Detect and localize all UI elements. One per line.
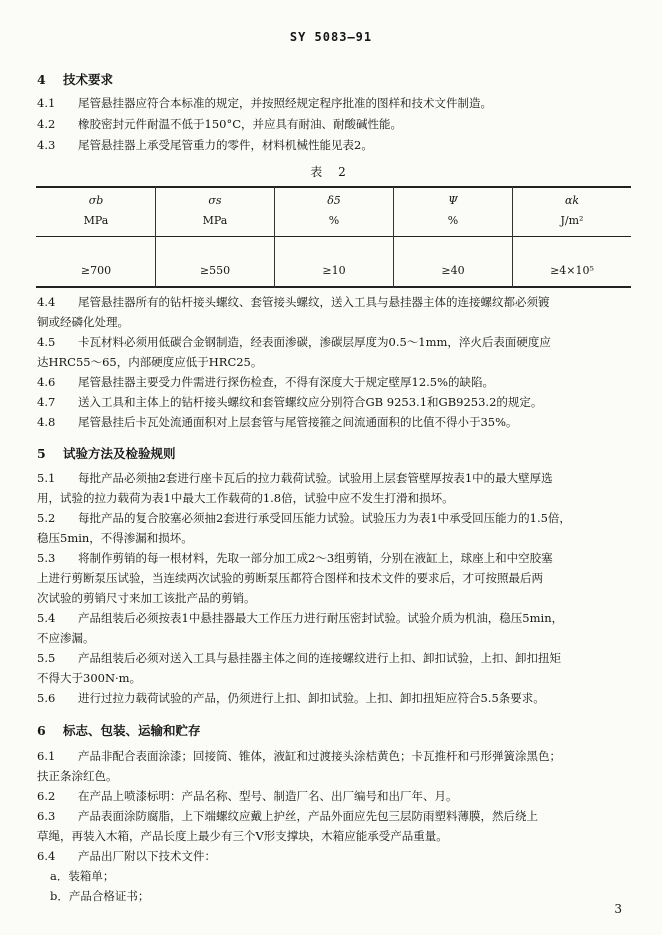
clause-5-5: 5.5 产品组装后必须对送入工具与悬挂器主体之间的连接螺纹进行上扣、卸扣试验，上扣、卸扣扭矩 不得大于300N·m。 [37, 651, 561, 685]
symbol-psi: Ψ [448, 194, 458, 207]
page-number: 3 [614, 902, 622, 916]
value-cell: ≥40 [441, 264, 465, 277]
clause-6-3: 6.3 产品表面涂防腐脂，上下端螺纹应戴上护丝，产品外面应先包三层防雨塑料薄膜，然后绕上 草绳，再装入木箱，产品长度上最少有三个V形支撑块，木箱应能承受产品重量。 [37, 809, 538, 843]
clause-6-4: 6.4 产品出厂附以下技术文件： [37, 849, 216, 863]
list-item-a: a．装箱单； [50, 869, 115, 883]
value-cell: ≥700 [80, 264, 112, 277]
section-5-heading: 5 试验方法及检验规则 [37, 446, 176, 461]
clause-5-6: 5.6 进行过拉力载荷试验的产品，仍须进行上扣、卸扣试验。上扣、卸扣扭矩应符合5.5条要求。 [37, 691, 545, 705]
unit-cell: MPa [83, 214, 109, 227]
value-cell: ≥10 [322, 264, 346, 277]
clause-5-3: 5.3 将制作剪销的每一根材料，先取一部分加工成2～3组剪销，分别在液缸上，球座上和中空胶塞 上进行剪断泵压试验，当连续两次试验的剪断泵压都符合图样和技术文件的要求后，才可按照最后两 次试验的剪销尺寸来加工该批产品的剪销。 [37, 551, 553, 605]
clause-4-5: 4.5 卡瓦材料必须用低碳合金钢制造，经表面渗碳，渗碳层厚度为0.5～1mm，淬火后表面硬度应 达HRC55～65，内部硬度应低于HRC25。 [37, 335, 551, 369]
table-bottom-rule [36, 286, 631, 288]
unit-cell: % [447, 214, 459, 227]
standard-number-header: SY 5083—91 [289, 30, 373, 44]
clause-4-6: 4.6 尾管悬挂器主要受力件需进行探伤检查，不得有深度大于规定壁厚12.5%的缺陷。 [37, 375, 495, 389]
clause-5-2: 5.2 每批产品的复合胶塞必须抽2套进行承受回压能力试验。试验压力为表1中承受回压能力的1.5倍， 稳压5min，不得渗漏和损坏。 [37, 511, 571, 545]
table-top-rule [36, 186, 631, 188]
clause-4-7: 4.7 送入工具和主体上的钻杆接头螺纹和套管螺纹应分别符合GB 9253.1和GB9253.2的规定。 [37, 395, 543, 409]
table-header-rule [36, 236, 631, 237]
section-4-heading: 4 技术要求 [37, 72, 114, 87]
symbol-delta-5: δ5 [327, 194, 341, 207]
symbol-sigma-b: σb [88, 194, 104, 207]
value-cell: ≥550 [199, 264, 231, 277]
clause-5-4: 5.4 产品组装后必须按表1中悬挂器最大工作压力进行耐压密封试验。试验介质为机油，稳压5min， 不应渗漏。 [37, 611, 564, 645]
value-cell: ≥4×10⁵ [550, 264, 594, 277]
clause-6-1: 6.1 产品非配合表面涂漆；回接筒、锥体，液缸和过渡接头涂桔黄色；卡瓦推杆和弓形弹簧涂黑色； 扶正条涂红色。 [37, 749, 561, 783]
clause-4-3: 4.3 尾管悬挂器上承受尾管重力的零件，材料机械性能见表2。 [37, 138, 373, 152]
section-6-heading: 6 标志、包装、运输和贮存 [37, 723, 201, 738]
clause-4-8: 4.8 尾管悬挂后卡瓦处流通面积对上层套管与尾管接箍之间流通面积的比值不得小于35%。 [37, 415, 518, 429]
clause-6-2: 6.2 在产品上喷漆标明：产品名称、型号、制造厂名、出厂编号和出厂年、月。 [37, 789, 458, 803]
unit-cell: % [328, 214, 340, 227]
symbol-alpha-k: αk [564, 194, 580, 207]
table-2-caption: 表 2 [310, 165, 352, 179]
clause-4-4: 4.4 尾管悬挂器所有的钻杆接头螺纹、套管接头螺纹，送入工具与悬挂器主体的连接螺纹都必须镀 铜或经磷化处理。 [37, 295, 550, 329]
clause-4-2: 4.2 橡胶密封元件耐温不低于150°C，并应具有耐油、耐酸碱性能。 [37, 117, 402, 131]
unit-cell: MPa [202, 214, 228, 227]
clause-4-1: 4.1 尾管悬挂器应符合本标准的规定，并按照经规定程序批准的图样和技术文件制造。 [37, 96, 492, 110]
clause-5-1: 5.1 每批产品必须抽2套进行座卡瓦后的拉力载荷试验。试验用上层套管壁厚按表1中的最大壁厚选 用，试验的拉力载荷为表1中最大工作载荷的1.8倍，试验中应不发生打滑和损坏。 [37, 471, 553, 505]
list-item-b: b．产品合格证书； [50, 889, 150, 903]
unit-cell: J/m² [560, 214, 584, 227]
symbol-sigma-s: σs [208, 194, 222, 207]
